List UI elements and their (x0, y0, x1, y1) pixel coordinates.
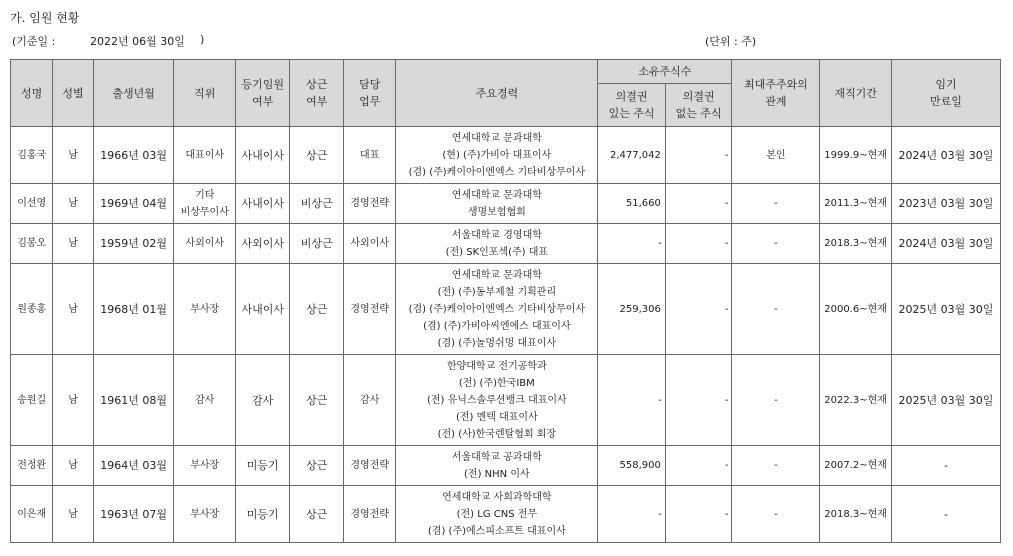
header-registered (236, 60, 290, 127)
cell-career-line: (겸) (주)케이아이엔엑스 기타비상무이사 (408, 303, 586, 315)
header-relation-line-1: 최대주주와의 (743, 78, 808, 91)
executives-table (10, 59, 1001, 543)
cell-career-line: (현) (주)가비아 대표이사 (442, 149, 552, 161)
cell-duty: 대표 (343, 127, 395, 184)
header-position (174, 60, 236, 127)
cell-registered: 사내이사 (236, 184, 290, 224)
cell-position-line: 감사 (195, 394, 215, 406)
cell-gender: 남 (53, 224, 93, 264)
table-row (11, 355, 1001, 446)
cell-term: 2025년 03월 30일 (891, 264, 1000, 355)
cell-career-line: (전) LG CNS 전무 (456, 508, 538, 520)
unit-label: (단위 : 주) (705, 35, 757, 48)
cell-career-line: (전) (주)한국IBM (458, 377, 535, 389)
cell-gender: 남 (53, 184, 93, 224)
cell-gender: 남 (53, 264, 93, 355)
cell-nonvoting-shares: - (665, 184, 732, 224)
cell-relation: 본인 (732, 127, 820, 184)
header-gender: 성별 (53, 60, 93, 127)
cell-tenure: 1999.9~현재 (820, 127, 892, 184)
table-row (11, 127, 1001, 184)
cell-relation: - (732, 355, 820, 446)
cell-relation: - (732, 224, 820, 264)
cell-gender: 남 (53, 486, 93, 543)
cell-position-line: 부사장 (190, 303, 220, 315)
header-term-line-1: 임기 (935, 78, 957, 91)
cell-position-line: 부사장 (190, 508, 220, 520)
header-duty-line-2: 업무 (359, 95, 381, 108)
cell-name: 김봉오 (11, 224, 53, 264)
header-voting (598, 84, 666, 127)
cell-voting-shares: 2,477,042 (598, 127, 666, 184)
table-header (11, 60, 1001, 127)
cell-fulltime: 상근 (290, 264, 343, 355)
cell-duty: 감사 (343, 355, 395, 446)
cell-career-line: (전) (사)한국렌탈협회 회장 (437, 428, 557, 440)
cell-registered: 감사 (236, 355, 290, 446)
cell-registered: 사외이사 (236, 224, 290, 264)
header-fulltime-line-2: 여부 (306, 95, 328, 108)
header-fulltime (290, 60, 343, 127)
cell-tenure: 2011.3~현재 (820, 184, 892, 224)
cell-fulltime: 상근 (290, 355, 343, 446)
header-relation-line-2: 관계 (765, 95, 787, 108)
cell-gender: 남 (53, 127, 93, 184)
cell-position (174, 184, 236, 224)
cell-tenure: 2018.3~현재 (820, 486, 892, 543)
cell-gender: 남 (53, 446, 93, 486)
cell-duty: 경영전략 (343, 446, 395, 486)
cell-fulltime: 비상근 (290, 184, 343, 224)
cell-nonvoting-shares: - (665, 224, 732, 264)
header-name: 성명 (11, 60, 53, 127)
cell-career-line: 생명보험협회 (467, 206, 526, 218)
cell-term: - (891, 446, 1000, 486)
cell-name: 전정완 (11, 446, 53, 486)
cell-nonvoting-shares: - (665, 486, 732, 543)
header-term-line-2: 만료일 (930, 95, 962, 108)
cell-birth: 1968년 01월 (93, 264, 174, 355)
cell-career-line: (전) (주)동부제철 기획관리 (437, 286, 557, 298)
cell-registered: 사내이사 (236, 264, 290, 355)
cell-nonvoting-shares: - (665, 127, 732, 184)
cell-tenure: 2018.3~현재 (820, 224, 892, 264)
header-nonvoting-line-1: 의결권 (682, 90, 715, 103)
cell-term: 2025년 03월 30일 (891, 355, 1000, 446)
cell-name: 원종홍 (11, 264, 53, 355)
header-nonvoting (665, 84, 732, 127)
table-row (11, 486, 1001, 543)
cell-gender: 남 (53, 355, 93, 446)
cell-position (174, 486, 236, 543)
cell-career-line: (겸) (주)케이아이엔엑스 기타비상무이사 (408, 166, 586, 178)
cell-position-line: 부사장 (190, 460, 220, 471)
cell-career-line: (겸) (주)가비아씨엔에스 대표이사 (423, 320, 571, 332)
table-row (11, 224, 1001, 264)
cell-duty: 사외이사 (343, 224, 395, 264)
table-row (11, 264, 1001, 355)
cell-career (396, 184, 598, 224)
cell-career (396, 355, 598, 446)
header-tenure: 재직기간 (820, 60, 892, 127)
header-fulltime-line-1: 상근 (306, 78, 328, 91)
cell-relation: - (732, 184, 820, 224)
cell-position (174, 446, 236, 486)
cell-term: 2023년 03월 30일 (891, 184, 1000, 224)
header-voting-line-1: 의결권 (615, 90, 648, 103)
cell-career-line: 연세대학교 사회과학대학 (442, 491, 552, 503)
cell-nonvoting-shares: - (665, 355, 732, 446)
cell-fulltime: 상근 (290, 486, 343, 543)
cell-birth: 1969년 04월 (93, 184, 174, 224)
cell-relation: - (732, 486, 820, 543)
cell-career (396, 224, 598, 264)
cell-career-line: 서울대학교 경영대학 (451, 229, 542, 241)
cell-career (396, 446, 598, 486)
cell-position-line: 비상무이사 (180, 206, 229, 218)
cell-tenure: 2022.3~현재 (820, 355, 892, 446)
cell-career-line: 서울대학교 공과대학 (451, 451, 542, 463)
cell-duty: 경영전략 (343, 486, 395, 543)
basis-suffix: ) (200, 33, 205, 46)
cell-voting-shares: - (598, 224, 666, 264)
basis-date: 2022년 06월 30일 (90, 35, 185, 48)
cell-term: 2024년 03월 30일 (891, 127, 1000, 184)
basis-date-line (12, 33, 205, 49)
cell-career-line: (겸) (주)놀멍쉬멍 대표이사 (437, 337, 557, 349)
cell-career-line: (겸) (주)에스피소프트 대표이사 (427, 525, 566, 537)
cell-name: 김홍국 (11, 127, 53, 184)
cell-position-line: 사외이사 (185, 238, 225, 249)
cell-name: 이선영 (11, 184, 53, 224)
cell-term: - (891, 486, 1000, 543)
cell-birth: 1964년 03월 (93, 446, 174, 486)
cell-birth: 1963년 07월 (93, 486, 174, 543)
cell-relation: - (732, 446, 820, 486)
cell-position-line: 기타 (195, 189, 215, 201)
header-registered-line-2: 여부 (252, 95, 274, 108)
cell-career-line: (전) 유닉스솔루션뱅크 대표이사 (426, 394, 567, 406)
cell-birth: 1959년 02월 (93, 224, 174, 264)
header-term (891, 60, 1000, 127)
cell-position (174, 264, 236, 355)
cell-career-line: (전) NHN 이사 (464, 468, 530, 480)
header-registered-line-1: 등기임원 (241, 78, 284, 91)
cell-duty: 경영전략 (343, 184, 395, 224)
cell-voting-shares: - (598, 486, 666, 543)
cell-voting-shares: 51,660 (598, 184, 666, 224)
cell-name: 송원길 (11, 355, 53, 446)
section-title: 가. 임원 현황 (10, 11, 80, 25)
cell-fulltime: 상근 (290, 127, 343, 184)
cell-career (396, 486, 598, 543)
header-nonvoting-line-2: 없는 주식 (675, 107, 722, 120)
cell-registered: 미등기 (236, 486, 290, 543)
header-shares-group: 소유주식수 (598, 60, 732, 84)
table-row (11, 184, 1001, 224)
header-duty (343, 60, 395, 127)
cell-birth: 1961년 08월 (93, 355, 174, 446)
header-career: 주요경력 (396, 60, 598, 127)
cell-position (174, 224, 236, 264)
cell-career-line: (전) 멘텍 대표이사 (455, 411, 538, 423)
cell-birth: 1966년 03월 (93, 127, 174, 184)
basis-prefix: (기준일 : (12, 35, 56, 48)
cell-career-line: 한양대학교 전기공학과 (446, 360, 547, 372)
cell-position-line: 대표이사 (185, 149, 225, 161)
cell-career (396, 264, 598, 355)
cell-fulltime: 상근 (290, 446, 343, 486)
cell-position (174, 355, 236, 446)
cell-voting-shares: 259,306 (598, 264, 666, 355)
header-position-line: 직위 (194, 86, 216, 100)
cell-registered: 사내이사 (236, 127, 290, 184)
cell-registered: 미등기 (236, 446, 290, 486)
cell-voting-shares: - (598, 355, 666, 446)
cell-name: 이은재 (11, 486, 53, 543)
cell-career-line: 연세대학교 문과대학 (451, 132, 542, 144)
cell-career-line: (전) SK인포섹(주) 대표 (445, 246, 549, 258)
header-birth: 출생년월 (93, 60, 174, 127)
cell-relation: - (732, 264, 820, 355)
cell-career-line: 연세대학교 문과대학 (451, 269, 542, 281)
cell-nonvoting-shares: - (665, 446, 732, 486)
cell-nonvoting-shares: - (665, 264, 732, 355)
cell-fulltime: 비상근 (290, 224, 343, 264)
cell-duty: 경영전략 (343, 264, 395, 355)
cell-tenure: 2007.2~현재 (820, 446, 892, 486)
table-row (11, 446, 1001, 486)
cell-position (174, 127, 236, 184)
header-relation (732, 60, 820, 127)
header-voting-line-2: 있는 주식 (608, 107, 655, 120)
cell-voting-shares: 558,900 (598, 446, 666, 486)
cell-tenure: 2000.6~현재 (820, 264, 892, 355)
header-duty-line-1: 담당 (359, 78, 381, 91)
cell-term: 2024년 03월 30일 (891, 224, 1000, 264)
cell-career (396, 127, 598, 184)
table-body (11, 127, 1001, 543)
cell-career-line: 연세대학교 문과대학 (451, 189, 542, 201)
